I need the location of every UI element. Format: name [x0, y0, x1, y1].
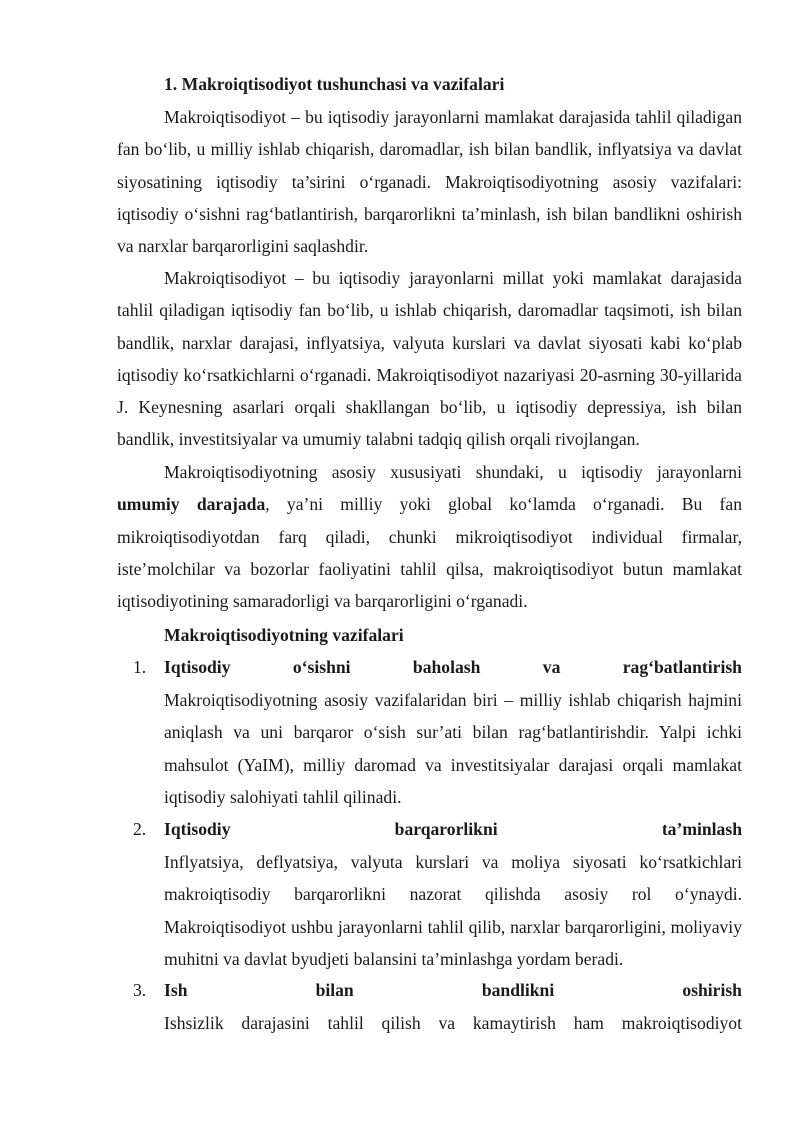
task-title-word: Iqtisodiy [164, 657, 231, 677]
emphasis-term: umumiy darajada [117, 494, 266, 515]
task-title-word: ta’minlash [661, 819, 742, 839]
task-title-word: bilan [315, 980, 354, 1000]
paragraph-features [117, 456, 742, 617]
section-heading: 1. Makroiqtisodiyot tushunchasi va vazifalari [164, 74, 505, 94]
task-body: Makroiqtisodiyotning asosiy vazifalaridan biri – milliy ishlab chiqarish hajmini aniqlash va uni barqaror o‘sish sur’ati bilan rag‘batlantirishdir. Yalpi ichki mahsulot (YaIM), milliy daromad va investitsiyalar darajasi orqali mamlakat iqtisodiy salohiyati tahlil qilinadi. [164, 690, 742, 807]
task-title-word: va [542, 657, 561, 677]
task-body: Inflyatsiya, deflyatsiya, valyuta kurslari va moliya siyosati ko‘rsatkichlari makroiqtisodiy barqarorlikni nazorat qilishda asosiy rol o‘ynaydi. Makroiqtisodiyot ushbu jarayonlarni tahlil qilib, narxlar barqarorligini, moliyaviy muhitni va davlat byudjeti balansini ta’minlashga yordam beradi. [164, 852, 742, 969]
task-title-word: barqarorlikni [394, 819, 498, 839]
task-title-word: oshirish [682, 980, 742, 1000]
task-title-word: baholash [412, 657, 481, 677]
task-title-word: rag‘batlantirish [622, 657, 742, 677]
list-number: 2. [133, 819, 147, 839]
paragraph-features-start: Makroiqtisodiyotning asosiy xususiyati shundaki, u iqtisodiy jarayonlarni [164, 462, 742, 482]
task-title [164, 651, 742, 683]
task-body: Ishsizlik darajasini tahlil qilish va kamaytirish ham makroiqtisodiyot [164, 1013, 742, 1033]
task-title-word: bandlikni [481, 980, 555, 1000]
list-number: 1. [133, 657, 147, 677]
list-number: 3. [133, 980, 147, 1000]
paragraph-intro: Makroiqtisodiyot – bu iqtisodiy jarayonlarni mamlakat darajasida tahlil qiladigan fan bo‘lib, u milliy ishlab chiqarish, daromadlar, ish bilan bandlik, inflyatsiya va davlat siyosatining iqtisodiy ta’sirini o‘rganadi. Makroiqtisodiyotning asosiy vazifalari: iqtisodiy o‘sishni rag‘batlantirish, barqarorlikni ta’minlash, ish bilan bandlikni oshirish va narxlar barqarorligini saqlashdir. [117, 107, 742, 257]
task-title [164, 974, 742, 1006]
task-title [164, 813, 742, 845]
paragraph-features-end: , ya’ni milliy yoki global ko‘lamda o‘rganadi. Bu fan mikroiqtisodiyotdan farq qiladi, chunki mikroiqtisodiyot individual firmalar, iste’molchilar va bozorlar faoliyatini tahlil qilsa, makroiqtisodiyot butun mamlakat iqtisodiyotining samaradorligi va barqarorligini o‘rganadi. [117, 494, 743, 612]
task-title-word: Ish [164, 980, 188, 1000]
tasks-heading: Makroiqtisodiyotning vazifalari [164, 625, 404, 645]
task-title-word: Iqtisodiy [164, 819, 231, 839]
task-title-word: o‘sishni [292, 657, 351, 677]
paragraph-definition: Makroiqtisodiyot – bu iqtisodiy jarayonlarni millat yoki mamlakat darajasida tahlil qiladigan iqtisodiy fan bo‘lib, u ishlab chiqarish, daromadlar taqsimoti, ish bilan bandlik, narxlar darajasi, inflyatsiya, valyuta kurslari va davlat siyosati kabi ko‘plab iqtisodiy ko‘rsatkichlarni o‘rganadi. Makroiqtisodiyot nazariyasi 20-asrning 30-yillarida J. Keynesning asarlari orqali shakllangan bo‘lib, u iqtisodiy depressiya, ish bilan bandlik, investitsiyalar va umumiy talabni tadqiq qilish orqali rivojlangan. [117, 268, 742, 450]
